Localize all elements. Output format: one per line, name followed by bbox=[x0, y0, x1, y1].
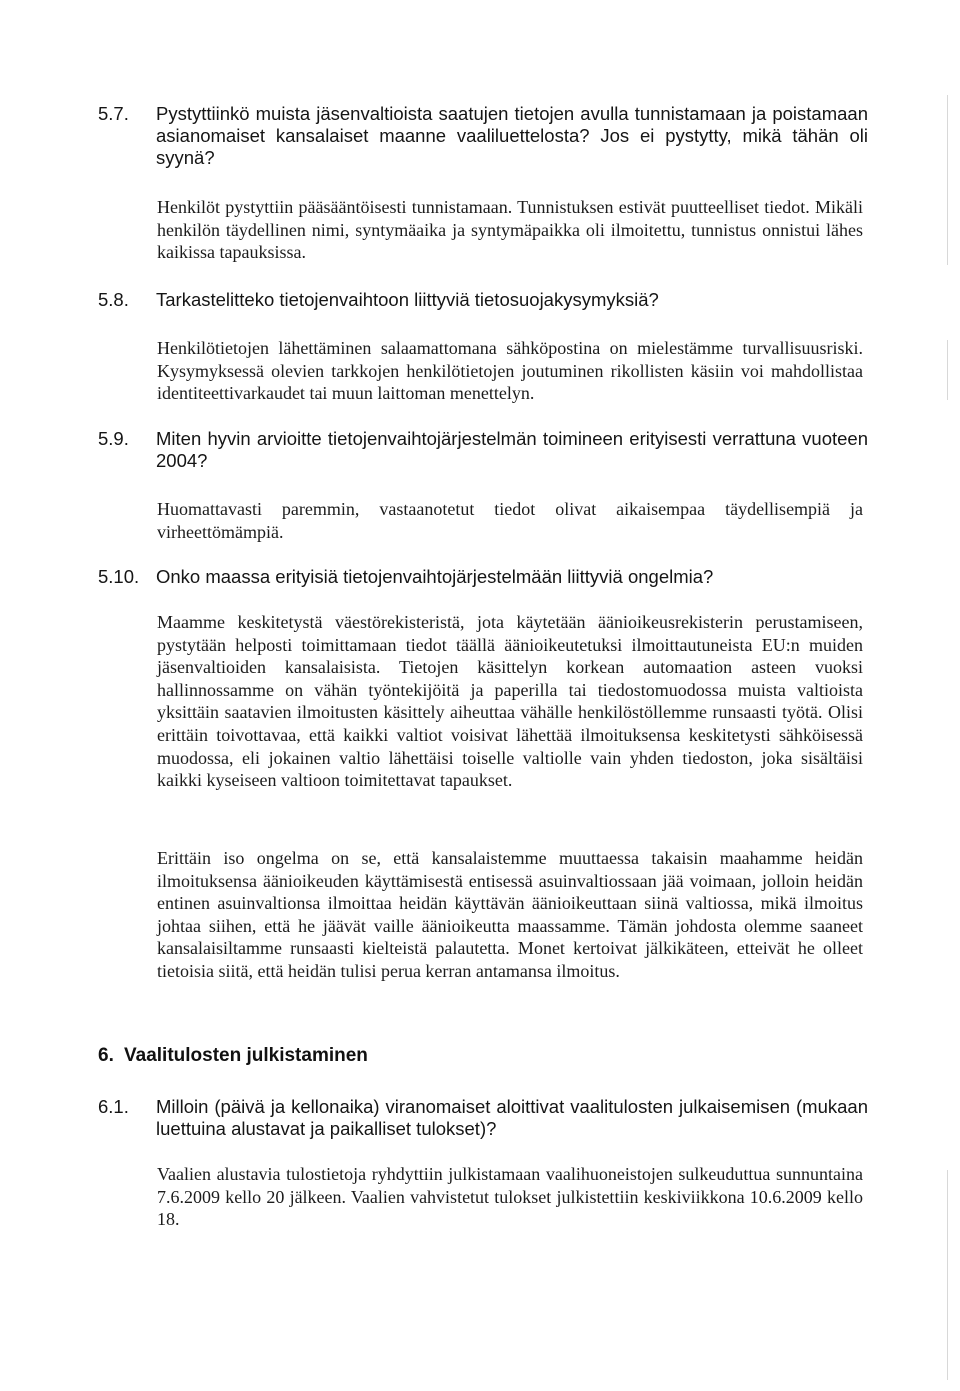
answer-5-10-paragraph-2: Erittäin iso ongelma on se, että kansalaistemme muuttaessa takaisin maahamme heidän ilmoituksensa äänioikeuden käyttämisestä entisessä asuinvaltiossaan jää voimaan, jolloin heidän entinen asuinvaltionsa ilmoittaa heidän käyttävän äänioikeuttaan siinä valtiossa, mikä ilmoitus johtaa siihen, että he jäävät vaille äänioikeutta maassamme. Tämän johdosta olemme saaneet kansalaisiltamme runsaasti kielteistä palautetta. Monet kertoivat jälkikäteen, etteivät he olleet tietoisia siitä, että heidän tulisi perua kerran antamansa ilmoitus. bbox=[157, 848, 863, 981]
question-text: Milloin (päivä ja kellonaika) viranomaiset aloittivat vaalitulosten julkaisemisen (mukaan luettuina alustavat ja paikalliset tulokset)? bbox=[156, 1096, 868, 1139]
question-number: 5.7. bbox=[98, 103, 129, 124]
answer-5-8: Henkilötietojen lähettäminen salaamattomana sähköpostina on mielestämme turvallisuusriski. Kysymyksessä olevien tarkkojen henkilötietojen joutuminen rikollisten käsiin voi mahdollistaa identiteettivarkaudet tai muun laittoman menettelyn. bbox=[157, 338, 863, 404]
answer-5-9: Huomattavasti paremmin, vastaanotetut tiedot olivat aikaisempaa täydellisempiä ja virheettömämpiä. bbox=[157, 499, 863, 542]
scan-edge-line bbox=[947, 1170, 948, 1380]
section-number: 6. bbox=[98, 1045, 114, 1066]
answer-5-7: Henkilöt pystyttiin pääsääntöisesti tunnistamaan. Tunnistuksen estivät puutteelliset tiedot. Mikäli henkilön täydellinen nimi, syntymäaika ja syntymäpaikka oli ilmoitettu, tunnistus onnistui lähes kaikissa tapauksissa. bbox=[157, 197, 863, 263]
scan-edge-line bbox=[947, 95, 948, 265]
question-number: 5.8. bbox=[98, 289, 129, 310]
question-text: Miten hyvin arvioitte tietojenvaihtojärjestelmän toimineen erityisesti verrattuna vuoteen 2004? bbox=[156, 428, 868, 471]
answer-6-1: Vaalien alustavia tulostietoja ryhdyttiin julkistamaan vaalihuoneistojen sulkeuduttua sunnuntaina 7.6.2009 kello 20 jälkeen. Vaalien vahvistetut tulokset julkistettiin keskiviikkona 10.6.2009 kello 18. bbox=[157, 1164, 863, 1230]
answer-5-10-paragraph-1: Maamme keskitetystä väestörekisteristä, jota käytetään äänioikeusrekisterin perustamiseen, pystytään helposti toimittamaan tiedot täällä äänioikeutetuksi ilmoittautuneista EU:n muiden jäsenvaltioiden kansalaisista. Tietojen käsittelyn korkean automaation asteen vuoksi hallinnossamme on vähän työntekijöitä ja paperilla tai tiedostomuodossa muista valtioista yksittäin saatavien ilmoitusten käsittely aiheuttaa vähälle henkilöstöllemme runsaasti työtä. Olisi erittäin toivottavaa, että kaikki valtiot voisivat lähettää ilmoituksensa keskitetysti sähköisessä muodossa, eli jokainen valtio lähettäisi toiselle valtiolle vain yhden tiedoston, joka sisältäisi kaikki kyseiseen valtioon toimitettavat tapaukset. bbox=[157, 612, 863, 791]
question-number: 5.9. bbox=[98, 428, 129, 449]
scan-edge-line bbox=[947, 340, 948, 400]
section-title: Vaalitulosten julkistaminen bbox=[124, 1045, 368, 1066]
question-number: 5.10. bbox=[98, 566, 140, 587]
question-number: 6.1. bbox=[98, 1096, 129, 1117]
question-text: Pystyttiinkö muista jäsenvaltioista saatujen tietojen avulla tunnistamaan ja poistamaan asianomaiset kansalaiset maanne vaaliluettelosta? Jos ei pystytty, mikä tähän oli syynä? bbox=[156, 103, 868, 168]
question-text: Tarkastelitteko tietojenvaihtoon liittyviä tietosuojakysymyksiä? bbox=[156, 289, 659, 310]
question-text: Onko maassa erityisiä tietojenvaihtojärjestelmään liittyviä ongelmia? bbox=[156, 566, 714, 587]
